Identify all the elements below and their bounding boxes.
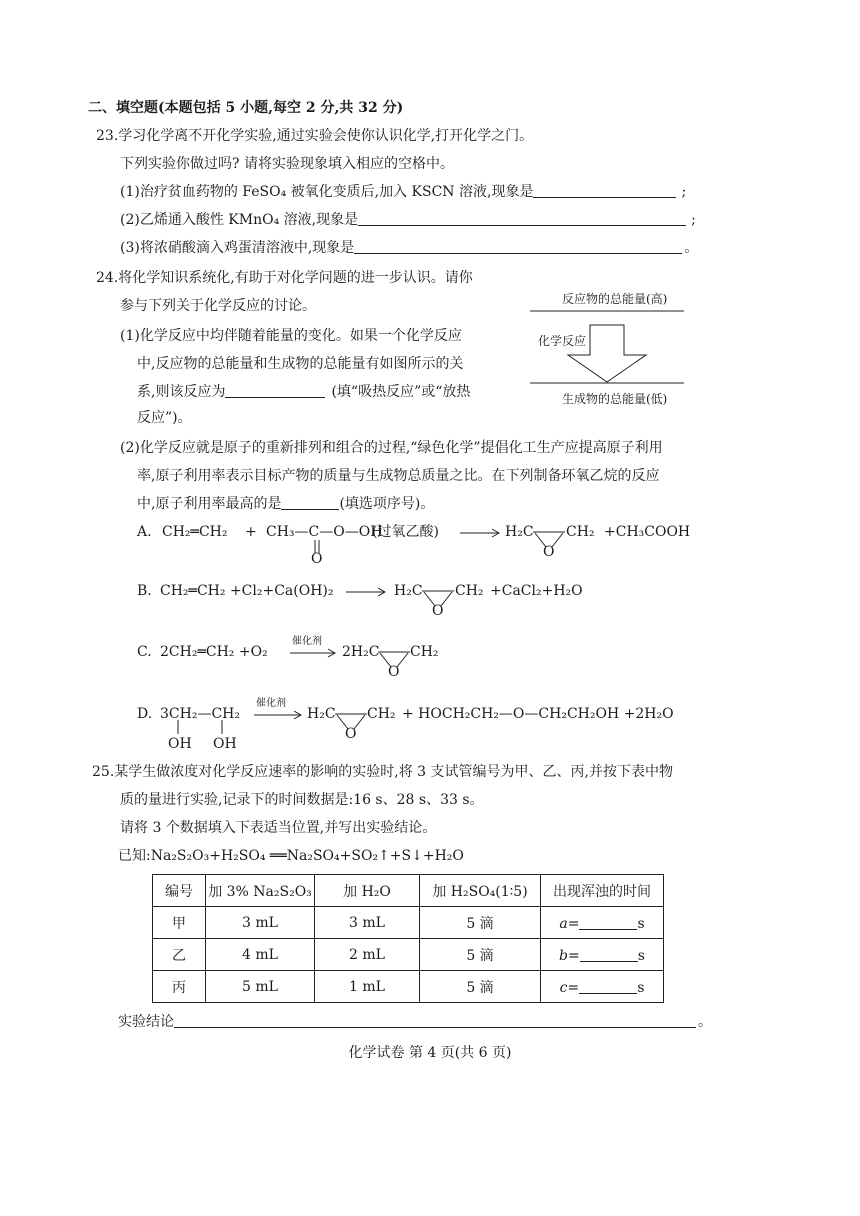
- option-a-reactant-1: CH₂═CH₂: [162, 524, 228, 540]
- table-cell: 甲: [153, 907, 206, 939]
- option-c-product-left: 2H₂C: [342, 644, 380, 660]
- q23-subquestion-3: (3)将浓硝酸滴入鸡蛋清溶液中,现象是 。: [120, 240, 699, 256]
- header-cell: 加 3% Na₂S₂O₃: [206, 875, 315, 907]
- q24-answer-blank-2[interactable]: [281, 494, 339, 510]
- option-a-reactant-2: CH₃—C—O—OH: [266, 524, 383, 540]
- table-header-row: [153, 875, 664, 907]
- option-a-carbonyl-o: O: [311, 551, 323, 567]
- option-d-product-left: H₂C: [307, 706, 336, 722]
- q24-p1-line4: 反应”)。: [137, 410, 192, 426]
- table-cell: 乙: [153, 939, 206, 971]
- time-answer-blank[interactable]: [579, 978, 637, 994]
- option-c-reactants: 2CH₂═CH₂ +O₂: [160, 644, 268, 660]
- header-cell: 加 H₂O: [315, 875, 420, 907]
- table-row: [153, 907, 664, 939]
- option-b-product-left: H₂C: [394, 583, 423, 599]
- q24-p1-line1: (1)化学反应中均伴随着能量的变化。如果一个化学反应: [120, 328, 462, 344]
- table-row: [153, 939, 664, 971]
- table-cell: 丙: [153, 971, 206, 1003]
- table-cell: 5 滴: [420, 939, 541, 971]
- table-cell: 3 mL: [315, 907, 420, 939]
- conclusion-answer-blank[interactable]: [174, 1012, 696, 1028]
- reaction-arrow-icon: [346, 586, 388, 598]
- option-b-reactants: CH₂═CH₂ +Cl₂+Ca(OH)₂: [160, 583, 334, 599]
- time-cell: c= s: [541, 971, 664, 1003]
- table-cell: 5 滴: [420, 971, 541, 1003]
- option-b-epoxide-o: O: [432, 603, 444, 619]
- q25-line3: 请将 3 个数据填入下表适当位置,并写出实验结论。: [120, 820, 437, 836]
- header-cell: 编号: [153, 875, 206, 907]
- table-cell: 1 mL: [315, 971, 420, 1003]
- time-answer-blank[interactable]: [580, 946, 638, 962]
- option-c-product-right: CH₂: [410, 644, 439, 660]
- time-answer-blank[interactable]: [579, 914, 637, 930]
- q24-p2-line1: (2)化学反应就是原子的重新排列和组合的过程,“绿色化学”提倡化工生产应提高原子利用: [120, 440, 663, 456]
- option-b-byproducts: +CaCl₂+H₂O: [490, 583, 583, 599]
- option-a-product-right: CH₂: [566, 524, 595, 540]
- option-c-epoxide-o: O: [388, 664, 400, 680]
- option-c-label: C.: [137, 644, 152, 660]
- option-a-byproduct: +CH₃COOH: [604, 524, 691, 540]
- option-c-catalyst: 催化剂: [292, 636, 322, 647]
- q23-line2: 下列实验你做过吗? 请将实验现象填入相应的空格中。: [120, 156, 454, 172]
- q24-line2: 参与下列关于化学反应的讨论。: [120, 298, 316, 314]
- q23-line1: 23.学习化学离不开化学实验,通过实验会使你认识化学,打开化学之门。: [96, 128, 534, 144]
- table-cell: 5 滴: [420, 907, 541, 939]
- reaction-arrow-icon: [254, 709, 304, 721]
- section-title: 二、填空题(本题包括 5 小题,每空 2 分,共 32 分): [88, 100, 404, 116]
- reaction-arrow-icon: [290, 647, 338, 659]
- q23-subquestion-1: (1)治疗贫血药物的 FeSO₄ 被氧化变质后,加入 KSCN 溶液,现象是 ;: [120, 184, 687, 200]
- option-d-byproducts: + HOCH₂CH₂—O—CH₂CH₂OH +2H₂O: [402, 706, 674, 722]
- q24-line1: 24.将化学知识系统化,有助于对化学问题的进一步认识。请你: [96, 270, 473, 286]
- q24-p2-line3: 中,原子利用率最高的是 (填选项序号)。: [137, 496, 435, 512]
- reaction-arrow-icon: [460, 527, 502, 539]
- reaction-label: 化学反应: [538, 334, 587, 348]
- option-d-hydroxyl-2: OH: [213, 736, 237, 752]
- option-d-hydroxyl-1: OH: [168, 736, 192, 752]
- q23-subquestion-2: (2)乙烯通入酸性 KMnO₄ 溶液,现象是 ;: [120, 212, 696, 228]
- header-cell: 出现浑浊的时间: [541, 875, 664, 907]
- header-cell: 加 H₂SO₄(1∶5): [420, 875, 541, 907]
- q24-answer-blank-1[interactable]: [225, 382, 325, 398]
- page-footer: 化学试卷 第 4 页(共 6 页): [348, 1045, 512, 1061]
- q25-conclusion-line: 实验结论 。: [118, 1014, 712, 1030]
- option-a-product-left: H₂C: [505, 524, 534, 540]
- experiment-table: [152, 874, 664, 1003]
- table-cell: 2 mL: [315, 939, 420, 971]
- q24-p1-line2: 中,反应物的总能量和生成物的总能量有如图所示的关: [137, 356, 464, 372]
- product-energy-label: 生成物的总能量(低): [562, 392, 668, 406]
- option-d-label: D.: [137, 706, 153, 722]
- option-d-catalyst: 催化剂: [256, 698, 286, 709]
- option-a-note: (过氧乙酸): [372, 524, 439, 540]
- q25-known-equation: 已知:Na₂S₂O₃+H₂SO₄ ══Na₂SO₄+SO₂↑+S↓+H₂O: [118, 848, 464, 864]
- option-d-product-right: CH₂: [367, 706, 396, 722]
- option-d-epoxide-o: O: [345, 726, 357, 742]
- table-cell: 3 mL: [206, 907, 315, 939]
- option-a-plus: +: [245, 524, 257, 540]
- option-a-epoxide-o: O: [543, 544, 555, 560]
- reactant-energy-label: 反应物的总能量(高): [562, 292, 668, 306]
- q24-p2-line2: 率,原子利用率表示目标产物的质量与生成物总质量之比。在下列制备环氧乙烷的反应: [137, 468, 660, 484]
- q23-answer-blank-2[interactable]: [358, 210, 686, 226]
- table-cell: 5 mL: [206, 971, 315, 1003]
- q24-p1-line3: 系,则该反应为 (填“吸热反应”或“放热: [137, 384, 471, 400]
- q25-line2: 质的量进行实验,记录下的时间数据是:16 s、28 s、33 s。: [120, 792, 484, 808]
- table-row: [153, 971, 664, 1003]
- option-b-product-right: CH₂: [455, 583, 484, 599]
- option-a-label: A.: [137, 524, 152, 540]
- option-b-label: B.: [137, 583, 152, 599]
- q23-answer-blank-3[interactable]: [354, 238, 682, 254]
- q23-answer-blank-1[interactable]: [533, 182, 676, 198]
- q25-line1: 25.某学生做浓度对化学反应速率的影响的实验时,将 3 支试管编号为甲、乙、丙,并按下表中物: [92, 764, 673, 780]
- table-cell: 4 mL: [206, 939, 315, 971]
- time-cell: b= s: [541, 939, 664, 971]
- option-d-reactant: 3CH₂—CH₂: [160, 706, 240, 722]
- time-cell: a= s: [541, 907, 664, 939]
